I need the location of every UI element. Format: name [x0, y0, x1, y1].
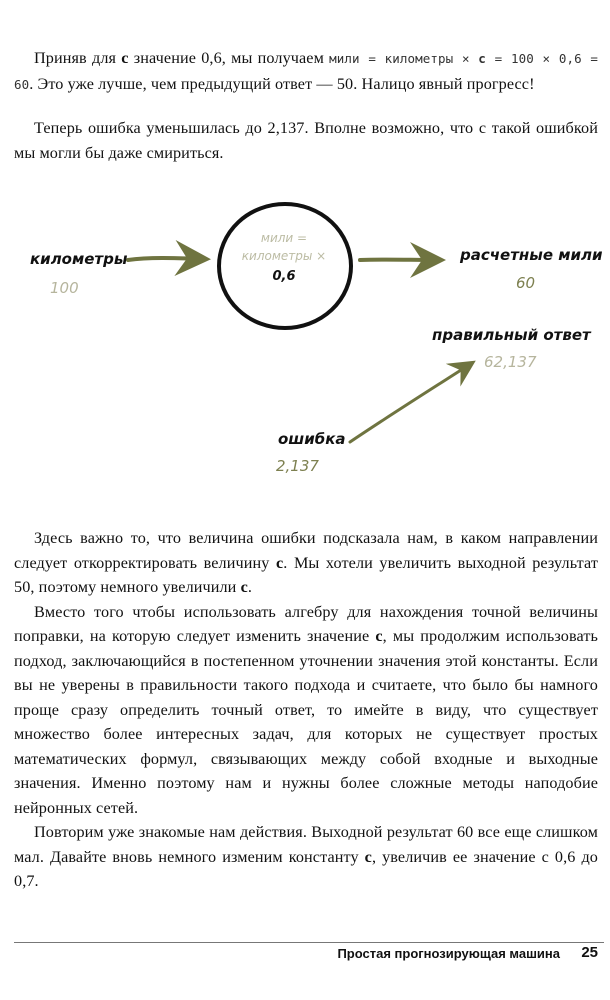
constant-c: c [364, 847, 372, 866]
error-value: 2,137 [276, 457, 319, 475]
error-label: ошибка [278, 430, 346, 448]
paragraph-1-text [14, 46, 598, 97]
output-value: 60 [516, 274, 536, 292]
paragraph-4-text [14, 600, 598, 821]
input-label: километры [30, 250, 128, 268]
conversion-diagram [0, 180, 610, 500]
input-arrow [128, 258, 205, 260]
constant-c: c [240, 578, 248, 596]
text-run: Приняв для [34, 49, 122, 67]
text-run: , увеличив ее значение с 0,6 до 0,7. [14, 847, 598, 890]
output-label: расчетные мили [460, 246, 603, 264]
text-run: . [247, 578, 253, 596]
formula-part: мили = километры × [329, 51, 479, 66]
paragraph-5-text [14, 820, 598, 894]
circle-formula-line1: мили = [260, 231, 308, 245]
paragraph-error [14, 116, 598, 165]
body-paragraphs [14, 526, 598, 894]
input-value: 100 [50, 279, 79, 297]
text-run: Здесь важно то, что величина ошибки подсказала нам, в каком направлении следует откорректировать величину [14, 529, 598, 572]
footer-rule [14, 942, 604, 943]
paragraph-2-text: Теперь ошибка уменьшилась до 2,137. Вполне возможно, что с такой ошибкой мы могли бы даже смириться. [14, 119, 598, 162]
constant-c: c [275, 553, 284, 572]
constant-c: c [121, 49, 129, 67]
paragraph-result [14, 46, 598, 97]
running-title: Простая прогнозирующая машина [337, 946, 560, 961]
text-run: Повторим уже знакомые нам действия. Выходной результат 60 все еще слишком мал. Давайте вновь немного изменим константу [14, 823, 598, 866]
constant-c: c [478, 51, 486, 66]
text-run: Вместо того чтобы использовать алгебру для нахождения точной величины поправки, на которую следует изменить значение [14, 602, 598, 645]
calculation-circle [219, 204, 351, 328]
correct-answer-value: 62,137 [484, 353, 537, 371]
text-run: . Это уже лучше, чем предыдущий ответ — 50. Налицо явный прогресс! [29, 74, 535, 93]
error-arrow [350, 363, 472, 442]
constant-c: c [375, 627, 383, 645]
paragraph-3-text [14, 526, 598, 600]
text-run: значение 0,6, мы получаем [128, 49, 330, 67]
text-run: , мы продолжим использовать подход, заключающийся в постепенном уточнении значения этой константы. Если вы не уверены в правильности такого подхода и считаете, что было бы намного проще сразу определить точный ответ, то имейте в виду, что существует множество более интересных задач, для которых не существует простых математических формул, связывающих между собой входные и выходные значения. Именно поэтому нам и нужны более сложные методы наподобие нейронных сетей. [14, 627, 598, 817]
text-run: . Мы хотели увеличить выходной результат 50, поэтому немного увеличили [14, 553, 598, 596]
formula-part: = 100 × 0,6 = 60 [14, 51, 599, 92]
circle-constant: 0,6 [272, 269, 296, 284]
circle-formula-line2: километры × [241, 249, 327, 263]
page-number: 25 [581, 944, 598, 961]
correct-answer-label: правильный ответ [432, 326, 591, 344]
